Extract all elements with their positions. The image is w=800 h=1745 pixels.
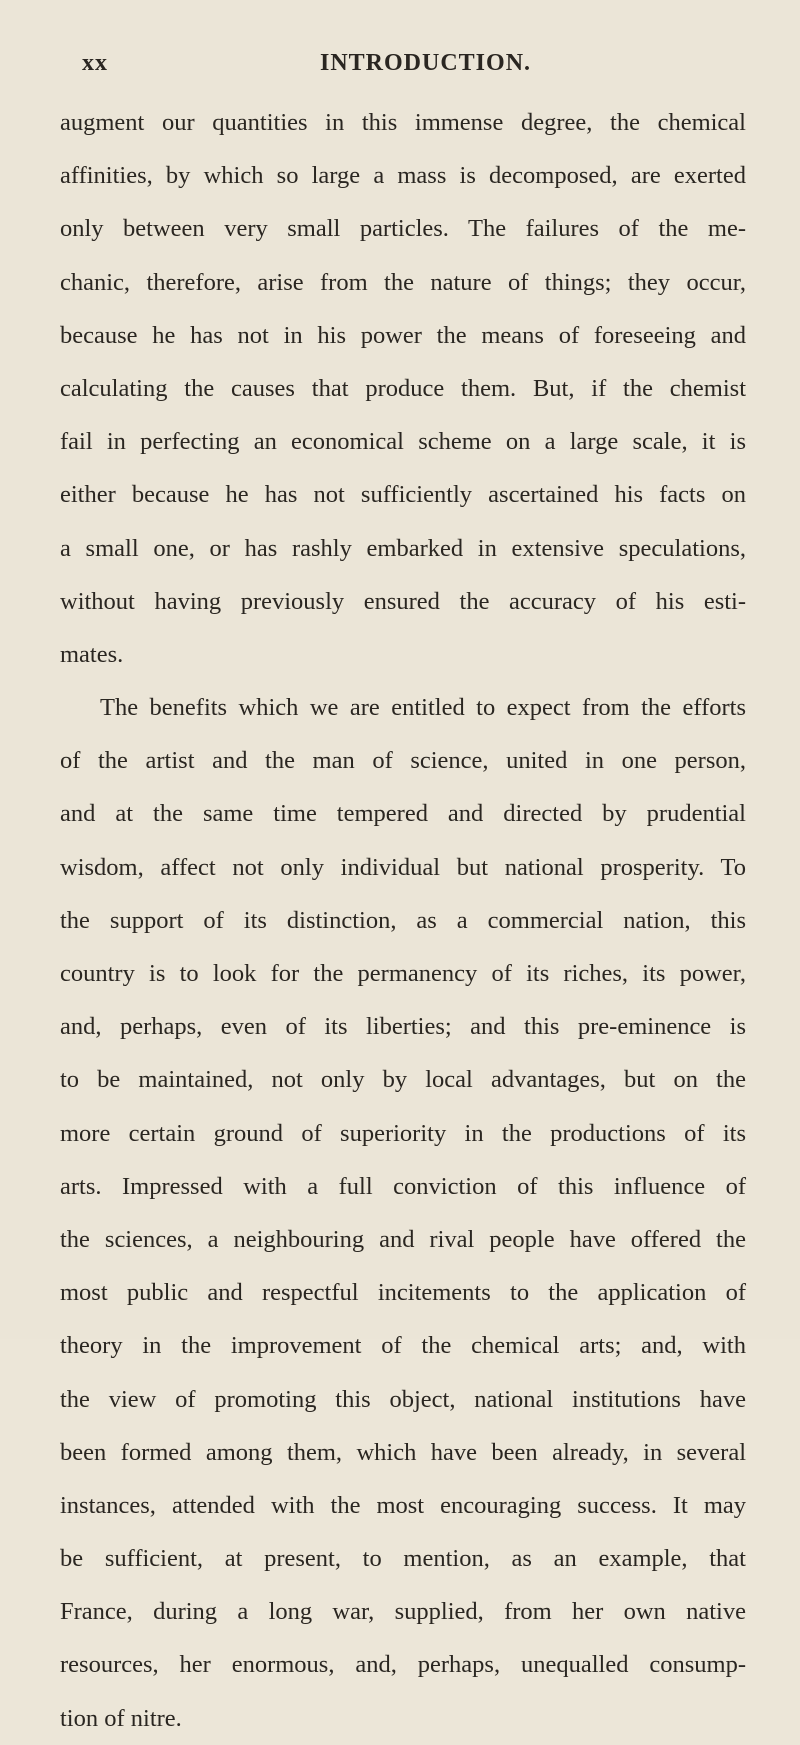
text-line: the view of promoting this object, national institutions have	[60, 1385, 746, 1413]
text-line: to be maintained, not only by local advantages, but on the	[60, 1066, 746, 1094]
running-title: INTRODUCTION.	[320, 50, 532, 76]
text-line: either because he has not sufficiently ascertained his facts on	[60, 481, 746, 509]
text-line: chanic, therefore, arise from the nature of things; they occur,	[60, 268, 746, 296]
text-line: tion of nitre.	[60, 1704, 182, 1732]
text-line: affinities, by which so large a mass is decomposed, are exerted	[60, 162, 746, 190]
page-number: xx	[82, 50, 108, 76]
text-line: the sciences, a neighbouring and rival people have offered the	[60, 1225, 746, 1253]
text-line: mates.	[60, 640, 124, 668]
text-line: and at the same time tempered and directed by prudential	[60, 800, 746, 828]
text-line: The benefits which we are entitled to expect from the efforts	[100, 694, 746, 722]
body-text	[60, 96, 746, 1745]
text-line: most public and respectful incitements to the application of	[60, 1279, 746, 1307]
text-line: country is to look for the permanency of its riches, its power,	[60, 960, 746, 987]
text-line: and, perhaps, even of its liberties; and this pre-eminence is	[60, 1013, 746, 1041]
text-line: because he has not in his power the means of foreseeing and	[60, 321, 746, 349]
text-line: France, during a long war, supplied, from her own native	[60, 1598, 746, 1626]
text-line: arts. Impressed with a full conviction of this influence of	[60, 1172, 746, 1200]
text-line: be sufficient, at present, to mention, as an example, that	[60, 1545, 746, 1573]
text-line: resources, her enormous, and, perhaps, unequalled consump-	[60, 1651, 746, 1679]
text-line: of the artist and the man of science, united in one person,	[60, 747, 746, 775]
text-line: more certain ground of superiority in the productions of its	[60, 1119, 746, 1147]
text-line: without having previously ensured the accuracy of his esti-	[60, 587, 746, 615]
text-line: theory in the improvement of the chemical arts; and, with	[60, 1332, 746, 1360]
running-header	[82, 50, 740, 90]
text-line: only between very small particles. The failures of the me-	[60, 215, 746, 243]
text-line: a small one, or has rashly embarked in extensive speculations,	[60, 534, 746, 562]
text-line: calculating the causes that produce them. But, if the chemist	[60, 374, 746, 402]
text-line: instances, attended with the most encouraging success. It may	[60, 1491, 746, 1519]
text-line: augment our quantities in this immense degree, the chemical	[60, 109, 746, 136]
text-line: been formed among them, which have been already, in several	[60, 1438, 746, 1466]
text-line: fail in perfecting an economical scheme on a large scale, it is	[60, 428, 746, 456]
text-line: wisdom, affect not only individual but national prosperity. To	[60, 853, 746, 881]
text-line: the support of its distinction, as a commercial nation, this	[60, 906, 746, 934]
